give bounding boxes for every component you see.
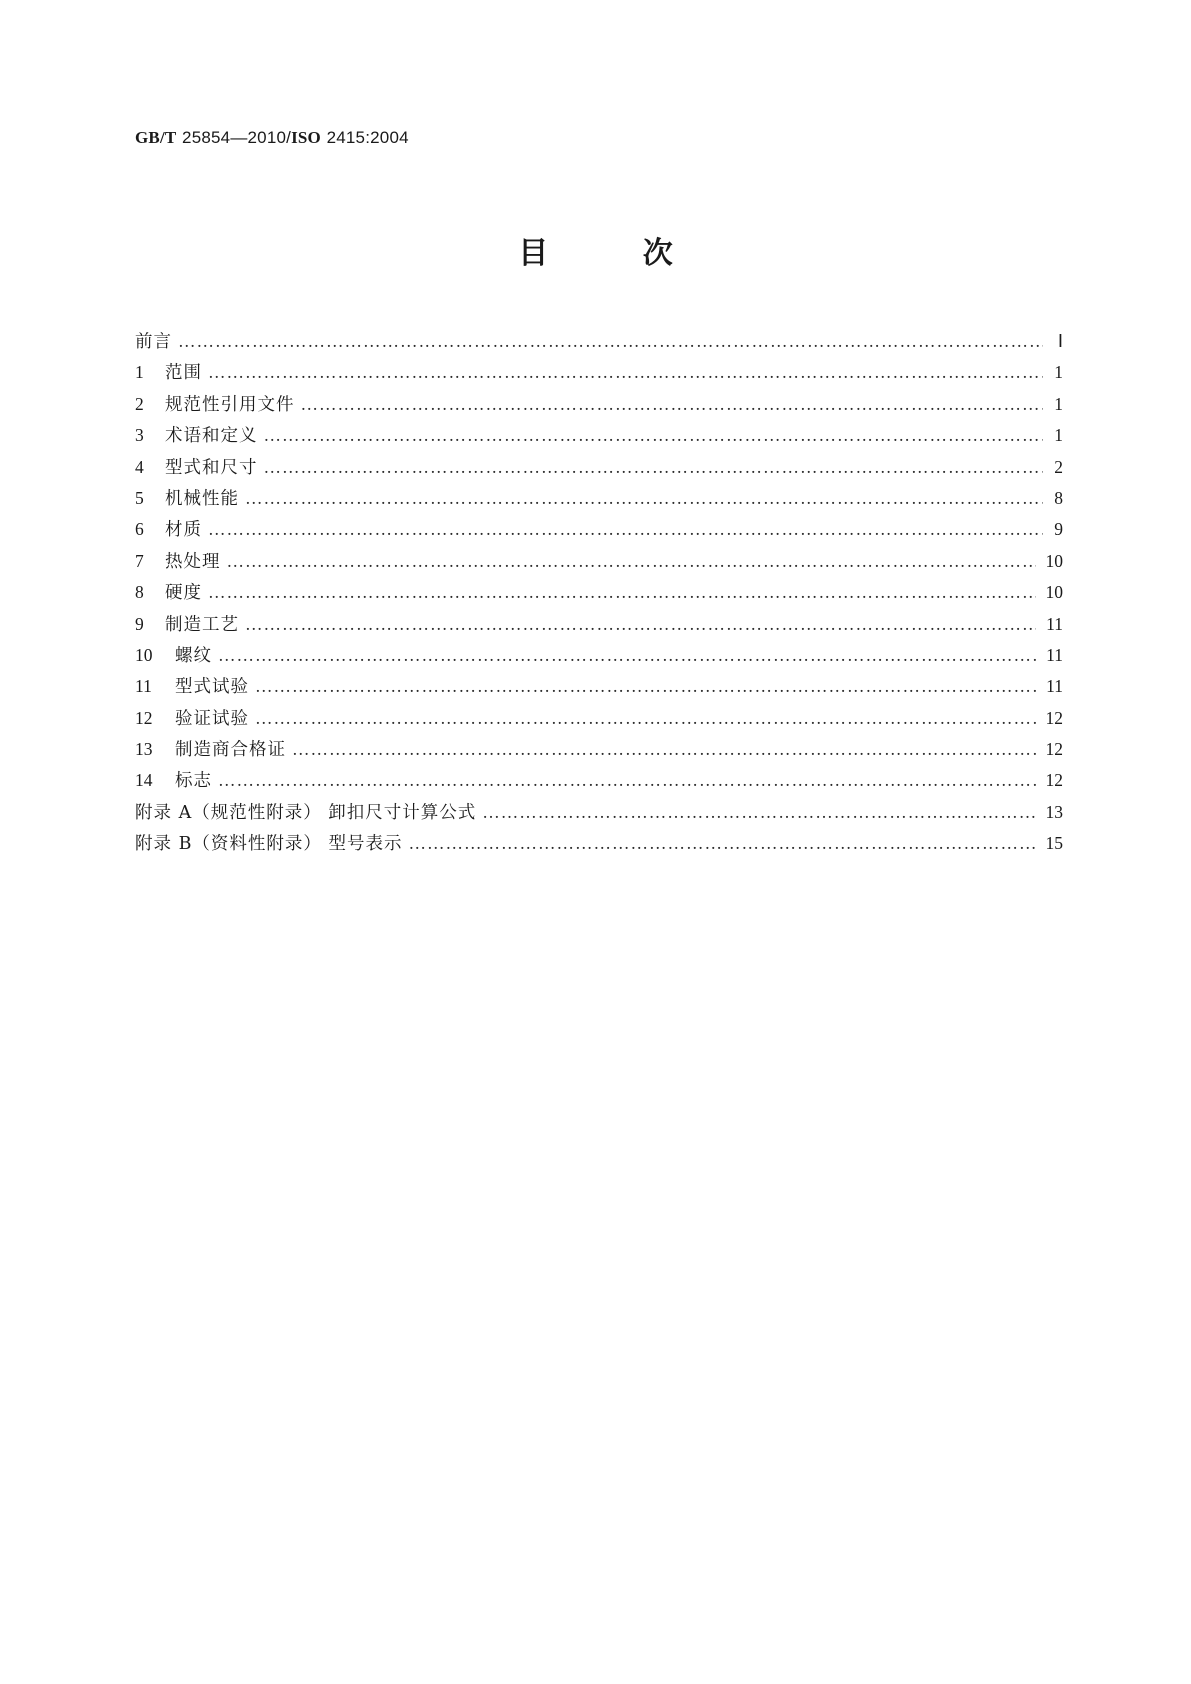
toc-entry-number: 2 [135,393,144,414]
toc-entry-8[interactable] [135,577,1063,608]
toc-entry-page: 12 [1045,770,1063,791]
toc-entry-label: 1 范围 [135,357,202,389]
toc-entry-number: 5 [135,487,144,508]
toc-entry-number: 10 [135,644,153,665]
toc-entry-label: 2 规范性引用文件 [135,389,295,421]
toc-entry-10[interactable] [135,640,1063,671]
toc-entry-12[interactable] [135,703,1063,734]
toc-entry-13[interactable] [135,734,1063,765]
toc-leader-dots [227,546,1036,577]
iso-prefix: ISO [291,128,321,147]
toc-leader-dots [255,703,1036,734]
toc-leader-dots [255,671,1036,702]
toc-entry-number: 8 [135,582,144,603]
page-title: 目 次 [518,236,715,271]
toc-leader-dots [218,765,1036,796]
toc-entry-label: 11 型式试验 [135,671,249,703]
toc-entry-page: 12 [1045,739,1063,760]
toc-entry-number: 14 [135,770,153,791]
toc-leader-dots [208,357,1043,388]
toc-entry-page: 15 [1045,833,1063,854]
toc-entry-page: 1 [1054,362,1063,383]
toc-leader-dots [245,609,1036,640]
standard-number-header: GB/T 25854—2010/ISO 2415:2004 [135,128,409,147]
toc-entry-page: 10 [1045,550,1063,571]
toc-entry-label: 3 术语和定义 [135,420,258,452]
toc-entry-6[interactable] [135,514,1063,545]
toc-entry-annex-a[interactable] [135,797,1063,828]
toc-entry-page: 8 [1054,487,1063,508]
toc-entry-foreword[interactable] [135,326,1063,357]
toc-entry-14[interactable] [135,765,1063,796]
toc-entry-page: 10 [1045,582,1063,603]
table-of-contents [135,326,1063,860]
toc-leader-dots [218,640,1036,671]
toc-leader-dots [301,389,1044,420]
toc-entry-number: 12 [135,707,153,728]
toc-entry-page: 11 [1046,613,1063,634]
toc-entry-label: 附录 B（资料性附录） 型号表示 [135,834,403,855]
toc-leader-dots [292,734,1036,765]
standard-code: 25854—2010 [182,128,287,147]
toc-entry-3[interactable] [135,420,1063,451]
toc-entry-11[interactable] [135,671,1063,702]
toc-entry-label: 附录 A（规范性附录） 卸扣尺寸计算公式 [135,802,477,823]
toc-entry-label: 6 材质 [135,514,202,546]
toc-entry-page: 11 [1046,644,1063,665]
toc-entry-page: 1 [1054,425,1063,446]
toc-entry-label: 10 螺纹 [135,640,212,672]
standard-prefix: GB/T [135,128,177,147]
toc-leader-dots [208,577,1036,608]
toc-leader-dots [482,797,1035,828]
toc-entry-page: 1 [1054,393,1063,414]
toc-entry-page: 9 [1054,519,1063,540]
toc-entry-label: 7 热处理 [135,546,221,578]
toc-entry-page: 11 [1046,676,1063,697]
toc-leader-dots [245,483,1043,514]
toc-entry-page: Ⅰ [1057,331,1063,351]
toc-entry-label: 9 制造工艺 [135,609,239,641]
toc-entry-5[interactable] [135,483,1063,514]
toc-entry-label: 前言 [135,332,172,352]
toc-entry-label: 8 硬度 [135,577,202,609]
toc-entry-annex-b[interactable] [135,828,1063,859]
toc-entry-4[interactable] [135,452,1063,483]
toc-entry-number: 6 [135,519,144,540]
toc-entry-9[interactable] [135,609,1063,640]
toc-entry-number: 13 [135,739,153,760]
toc-entry-page: 12 [1045,707,1063,728]
toc-entry-2[interactable] [135,389,1063,420]
toc-entry-7[interactable] [135,546,1063,577]
toc-entry-number: 4 [135,456,144,477]
toc-leader-dots [208,514,1043,545]
toc-entry-label: 12 验证试验 [135,703,249,735]
toc-entry-number: 3 [135,425,144,446]
toc-entry-number: 11 [135,676,152,697]
toc-entry-page: 2 [1054,456,1063,477]
toc-leader-dots [409,828,1036,859]
toc-leader-dots [264,420,1044,451]
toc-leader-dots [264,452,1044,483]
toc-entry-label: 5 机械性能 [135,483,239,515]
toc-entry-number: 7 [135,550,144,571]
toc-entry-label: 4 型式和尺寸 [135,452,258,484]
toc-entry-number: 1 [135,362,144,383]
toc-entry-label: 13 制造商合格证 [135,734,286,766]
iso-code: 2415:2004 [326,128,409,147]
toc-entry-number: 9 [135,613,144,634]
toc-entry-page: 13 [1045,801,1063,822]
toc-entry-label: 14 标志 [135,765,212,797]
toc-entry-1[interactable] [135,357,1063,388]
toc-leader-dots [178,326,1043,357]
